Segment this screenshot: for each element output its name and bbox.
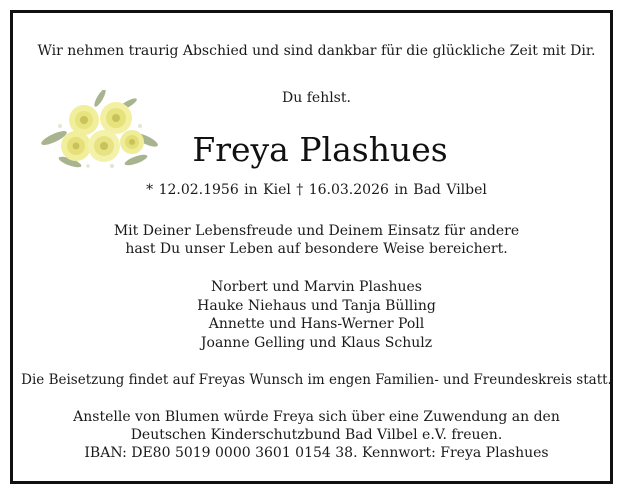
mourner-line-3: Annette und Hans-Werner Poll (208, 316, 425, 332)
subline-text: Du fehlst. (282, 90, 351, 106)
donation-line-2: Deutschen Kinderschutzbund Bad Vilbel e.V. freuen. (130, 427, 503, 443)
burial-text: Die Beisetzung findet auf Freyas Wunsch im engen Familien- und Freundeskreis statt. (21, 372, 612, 388)
mourner-line-2: Hauke Niehaus und Tanja Bülling (197, 298, 436, 314)
intro-text: Wir nehmen traurig Abschied und sind dankbar für die glückliche Zeit mit Dir. (37, 43, 596, 59)
yellow-roses-bouquet-icon (40, 90, 160, 170)
quote-line-1: Mit Deiner Lebensfreude und Deinem Einsatz für andere (113, 223, 520, 239)
donation-line-1: Anstelle von Blumen würde Freya sich über eine Zuwendung an den (73, 409, 560, 425)
quote-line-2: hast Du unser Leben auf besondere Weise bereichert. (125, 241, 508, 257)
deceased-name: Freya Plashues (192, 130, 448, 169)
mourner-line-1: Norbert und Marvin Plashues (211, 279, 422, 295)
mourner-line-4: Joanne Gelling und Klaus Schulz (200, 335, 433, 351)
donation-line-3: IBAN: DE80 5019 0000 3601 0154 38. Kennwort: Freya Plashues (84, 445, 549, 461)
life-dates: * 12.02.1956 in Kiel † 16.03.2026 in Bad Vilbel (146, 182, 487, 198)
